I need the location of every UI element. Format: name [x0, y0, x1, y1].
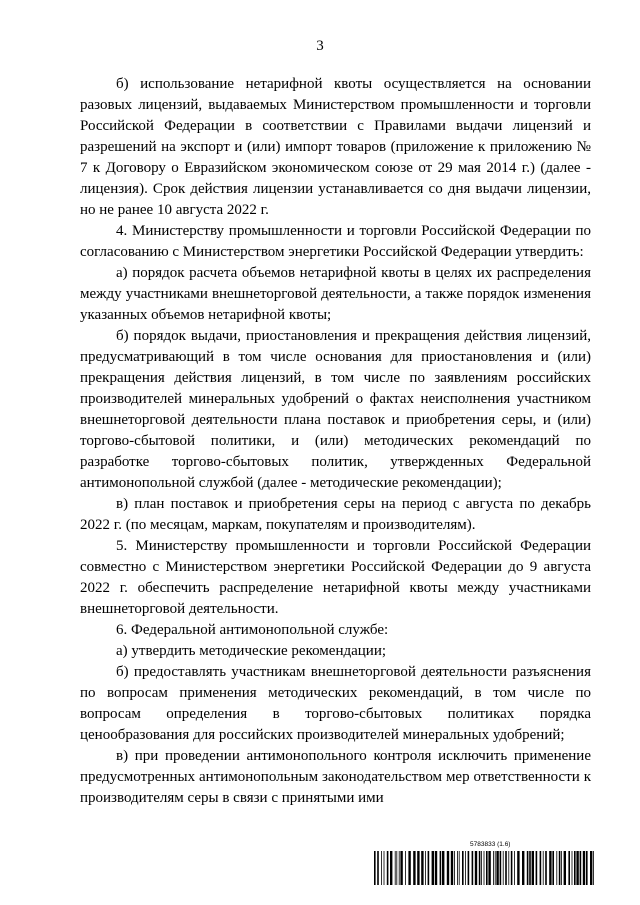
paragraph-4-ministry-approve: 4. Министерству промышленности и торговли Российской Федерации по согласованию с Министерством энергетики Российской Федерации утвердить: [80, 223, 591, 260]
document-barcode [374, 841, 594, 889]
barcode-bars [374, 851, 594, 885]
paragraph-3b-licenses: б) использование нетарифной квоты осуществляется на основании разовых лицензий, выдаваемых Министерством промышленности и торговли Российской Федерации в соответствии с Правилами выдачи лицензий и разрешений на экспорт и (или) импорт товаров (приложение к приложению № 7 к Договору о Евразийском экономическом союзе от 29 мая 2014 г.) (далее - лицензия). Срок действия лицензии устанавливается со дня выдачи лицензии, но не ранее 10 августа 2022 г. [80, 76, 591, 218]
paragraph-6-antimonopoly-service: 6. Федеральной антимонопольной службе: [116, 622, 389, 638]
paragraph-5-quota-distribution: 5. Министерству промышленности и торговли Российской Федерации совместно с Министерством энергетики Российской Федерации до 9 августа 2022 г. обеспечить распределение нетарифной квоты между участниками внешнеторговой деятельности. [80, 538, 591, 617]
paragraph-4a-quota-calculation: а) порядок расчета объемов нетарифной квоты в целях их распределения между участниками внешнеторговой деятельности, а также порядок изменения указанных объемов нетарифной квоты; [80, 265, 591, 323]
document-body [80, 74, 591, 809]
paragraph-6v-antimonopoly-control: в) при проведении антимонопольного контроля исключить применение предусмотренных антимонопольным законодательством мер ответственности к производителям серы в связи с принятыми ими [80, 748, 591, 806]
barcode-label: 5783833 (1.6) [470, 841, 511, 848]
paragraph-4b-license-procedure: б) порядок выдачи, приостановления и прекращения действия лицензий, предусматривающий в том числе основания для приостановления и (или) прекращения действия лицензий, в том числе по заявлениям российских производителей минеральных удобрений о фактах неисполнения участником внешнеторговой деятельности плана поставок и приобретения серы, и (или) торгово-сбытовой политики, и (или) методических рекомендаций по разработке торгово-сбытовых политик, утвержденных Федеральной антимонопольной службой (далее - методические рекомендации); [80, 328, 591, 491]
page-number: 3 [316, 38, 324, 54]
paragraph-4v-sulfur-plan: в) план поставок и приобретения серы на период с августа по декабрь 2022 г. (по месяцам, маркам, покупателям и производителям). [80, 496, 591, 533]
paragraph-6b-clarifications: б) предоставлять участникам внешнеторговой деятельности разъяснения по вопросам применения методических рекомендаций, в том числе по вопросам определения в торгово-сбытовых политиках порядка ценообразования для российских производителей минеральных удобрений; [80, 664, 591, 743]
paragraph-6a-approve-recommendations: а) утвердить методические рекомендации; [116, 643, 387, 659]
